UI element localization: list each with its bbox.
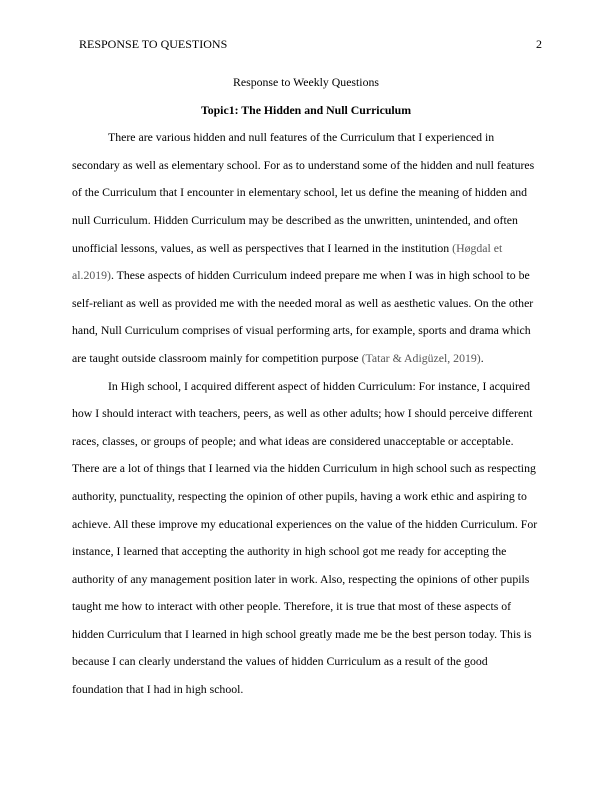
citation-tatar: (Tatar & Adigüzel, 2019) [361,350,481,365]
section-heading: Topic1: The Hidden and Null Curriculum [200,102,412,117]
running-head: RESPONSE TO QUESTIONS [79,37,228,51]
paragraph-1-text-c: . [480,350,484,365]
citation-hogdal: (Høgdal et al.2019) [72,240,503,283]
document-title: Response to Weekly Questions [233,75,379,89]
document-body [72,69,540,704]
paragraph-1 [72,124,540,372]
page-number: 2 [536,37,542,51]
paragraph-1-text-a: There are various hidden and null features of the Curriculum that I experienced in secondary as well as elementary school. For as to understand some of the hidden and null features of the Curriculum that I encounter in elementary school, let us define the meaning of hidden and null Curriculum. Hidden Curriculum may be described as the unwritten, unintended, and often unofficial lessons, values, as well as perspectives that I learned in the institution [72,130,535,255]
paragraph-1-text-b: . These aspects of hidden Curriculum indeed prepare me when I was in high school to be self-reliant as well as provided me with the needed moral as well as aesthetic values. On the other hand, Null Curriculum comprises of visual performing arts, for example, sports and drama which are taught outside classroom mainly for competition purpose [72,268,534,365]
paragraph-2: In High school, I acquired different aspect of hidden Curriculum: For instance, I acquired how I should interact with teachers, peers, as well as other adults; how I should perceive different races, classes, or groups of people; and what ideas are considered unacceptable or acceptable. There are a lot of things that I learned via the hidden Curriculum in high school such as respecting authority, punctuality, respecting the opinion of other pupils, having a work ethic and aspiring to achieve. All these improve my educational experiences on the value of the hidden Curriculum. For instance, I learned that accepting the authority in high school got me ready for accepting the authority of any management position later in work. Also, respecting the opinions of other pupils taught me how to interact with other people. Therefore, it is true that most of these aspects of hidden Curriculum that I learned in high school greatly made me be the best person today. This is because I can clearly understand the values of hidden Curriculum as a result of the good foundation that I had in high school. [72,378,538,697]
